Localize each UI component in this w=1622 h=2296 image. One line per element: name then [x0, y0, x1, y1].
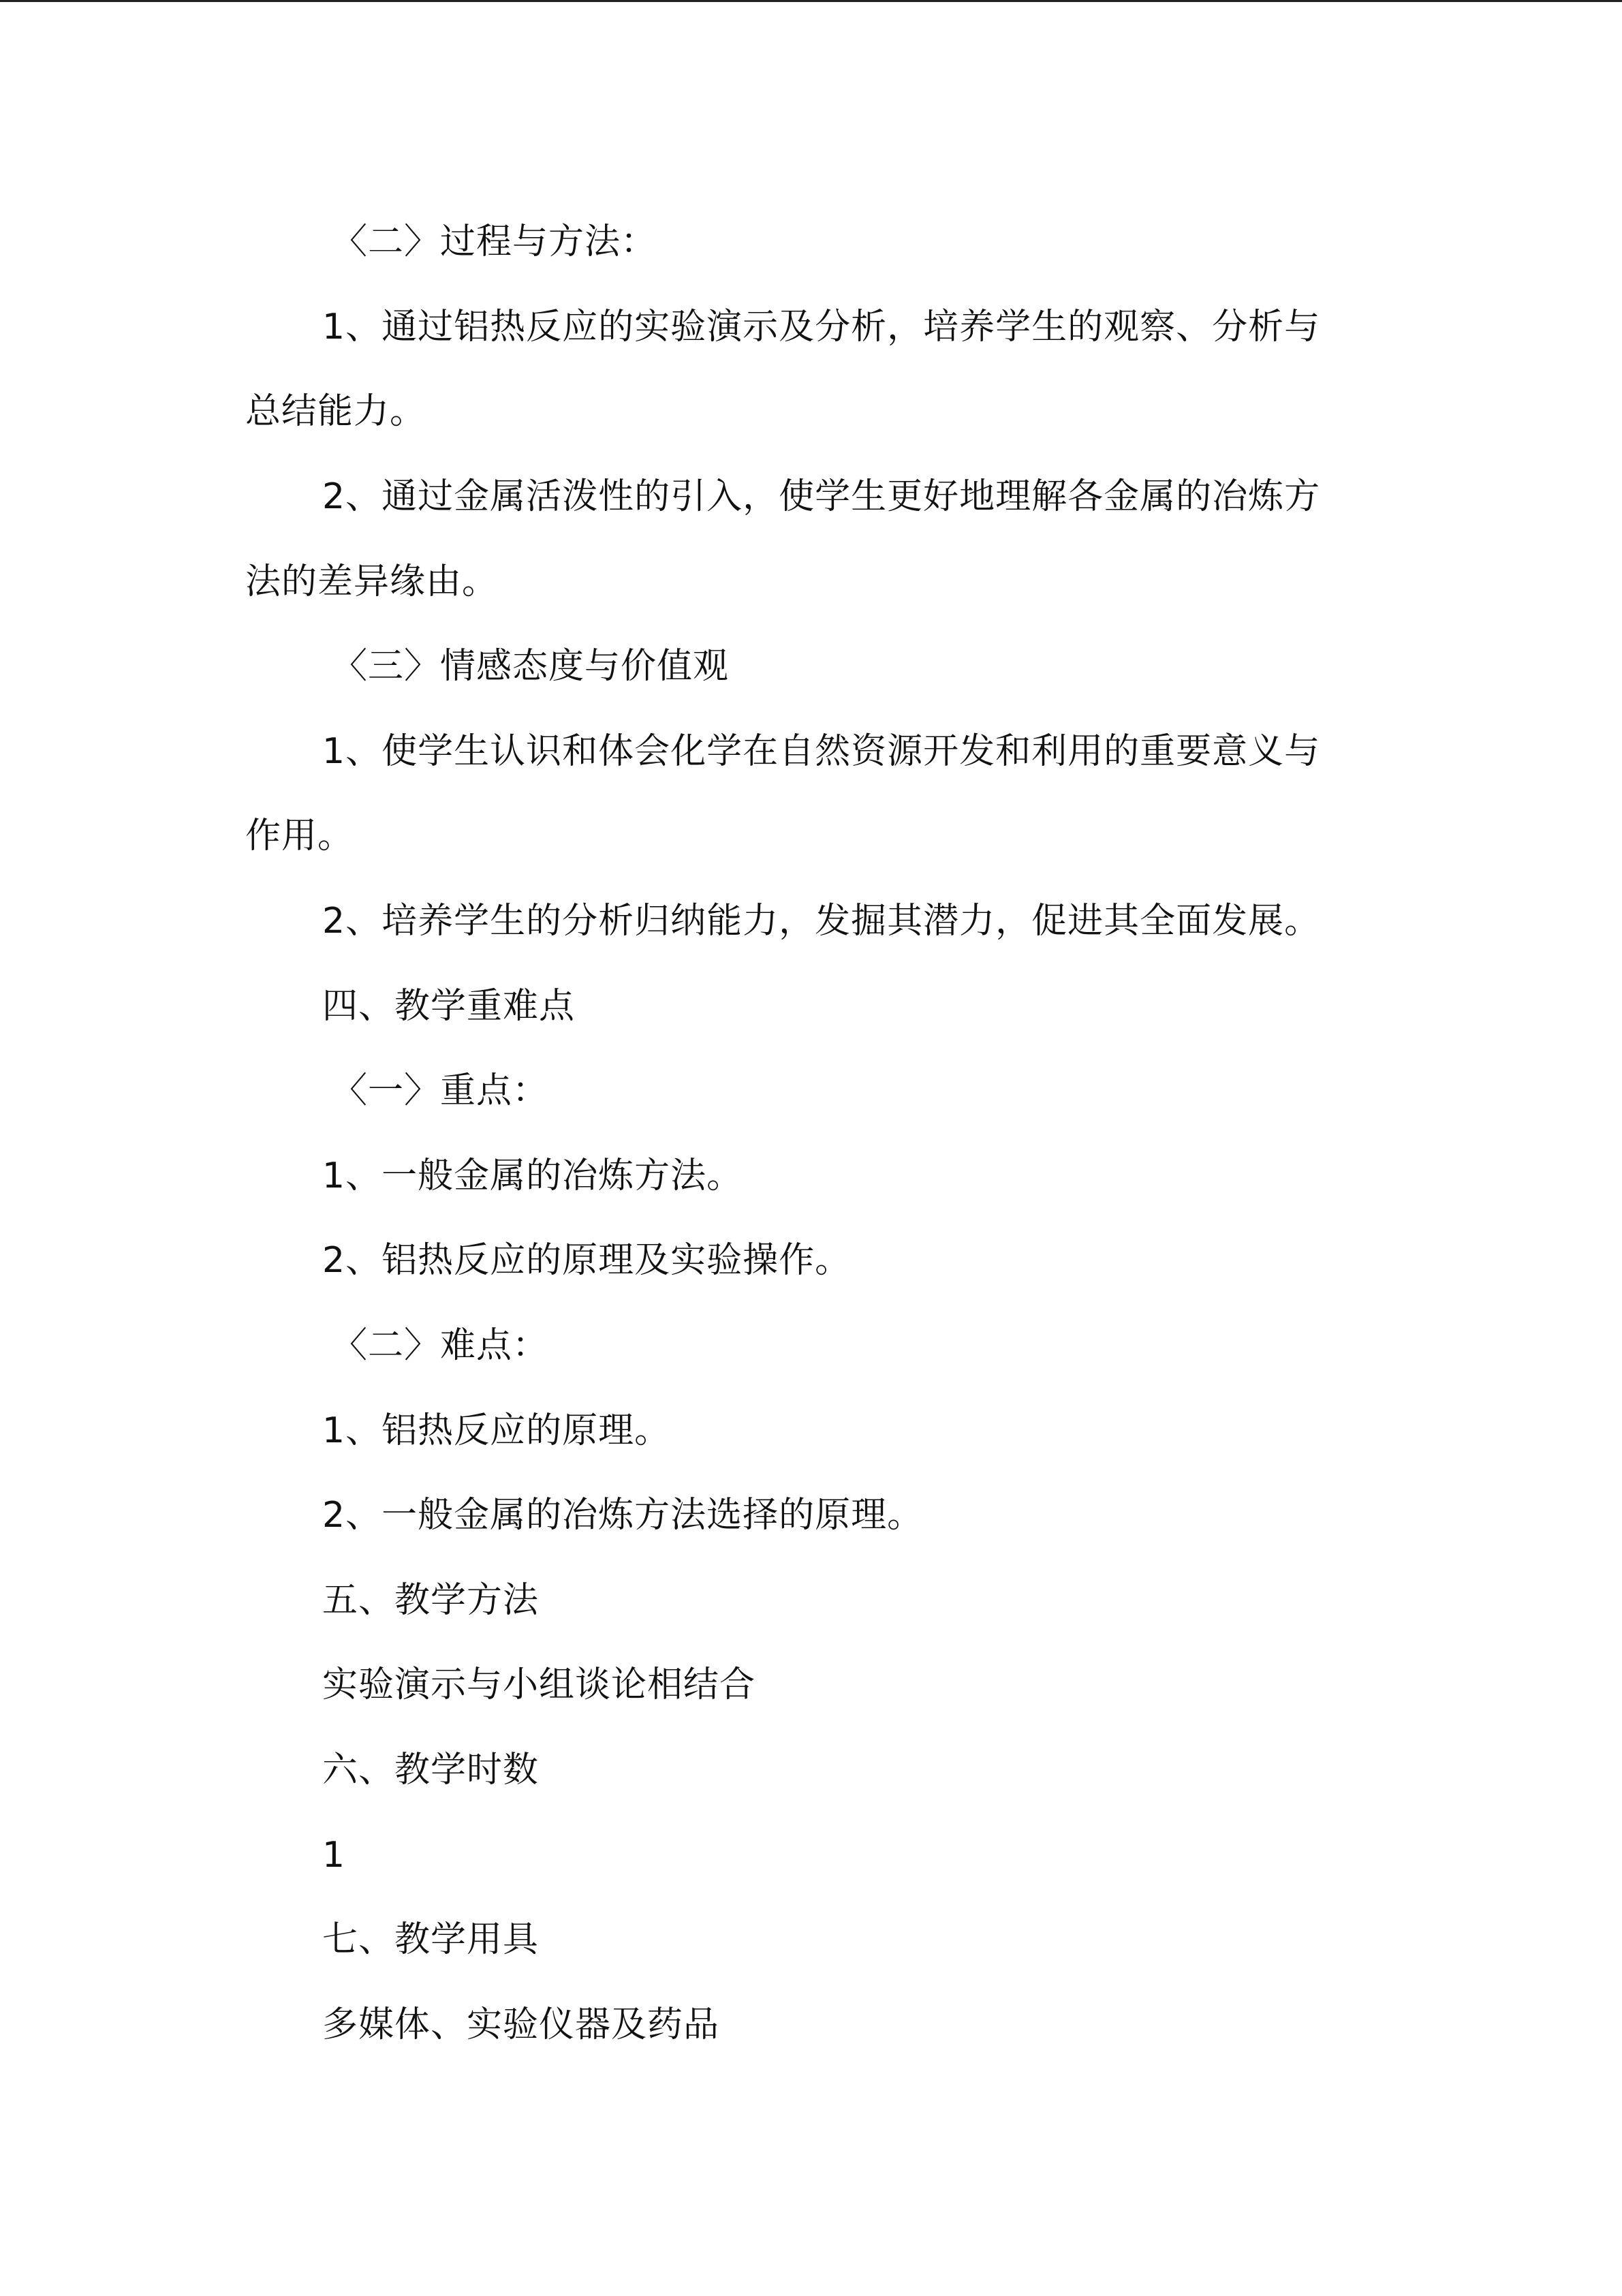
- subheading-difficult-points: 〈二〉难点：: [332, 1325, 549, 1366]
- process-item-2-line-2: 法的差异缘由。: [245, 561, 499, 602]
- teaching-tools-text: 多媒体、实验仪器及药品: [322, 2004, 720, 2045]
- document-body: [0, 2, 1622, 2296]
- subheading-emotion-attitude-values: 〈三〉情感态度与价值观: [332, 646, 730, 687]
- heading-teaching-tools: 七、教学用具: [322, 1919, 540, 1960]
- difficult-point-2: 2、一般金属的冶炼方法选择的原理。: [322, 1495, 924, 1536]
- key-point-1: 1、一般金属的冶炼方法。: [322, 1155, 743, 1196]
- heading-teaching-hours: 六、教学时数: [322, 1750, 540, 1790]
- teaching-method-text: 实验演示与小组谈论相结合: [322, 1664, 756, 1705]
- emotion-item-1-line-1: 1、使学生认识和体会化学在自然资源开发和利用的重要意义与: [322, 731, 1321, 772]
- process-item-2-line-1: 2、通过金属活泼性的引入，使学生更好地理解各金属的冶炼方: [322, 476, 1321, 517]
- emotion-item-2: 2、培养学生的分析归纳能力，发掘其潜力，促进其全面发展。: [322, 901, 1321, 942]
- process-item-1-line-1: 1、通过铝热反应的实验演示及分析，培养学生的观察、分析与: [322, 307, 1321, 347]
- difficult-point-1: 1、铝热反应的原理。: [322, 1410, 671, 1451]
- heading-teaching-method: 五、教学方法: [322, 1580, 540, 1621]
- emotion-item-1-line-2: 作用。: [245, 816, 354, 856]
- process-item-1-line-2: 总结能力。: [245, 391, 426, 432]
- subheading-key-points: 〈一〉重点：: [332, 1070, 549, 1111]
- subheading-process-and-method: 〈二〉过程与方法：: [332, 221, 657, 262]
- teaching-hours-value: 1: [322, 1835, 346, 1876]
- heading-key-and-difficult-points: 四、教学重难点: [322, 986, 576, 1027]
- key-point-2: 2、铝热反应的原理及实验操作。: [322, 1240, 852, 1281]
